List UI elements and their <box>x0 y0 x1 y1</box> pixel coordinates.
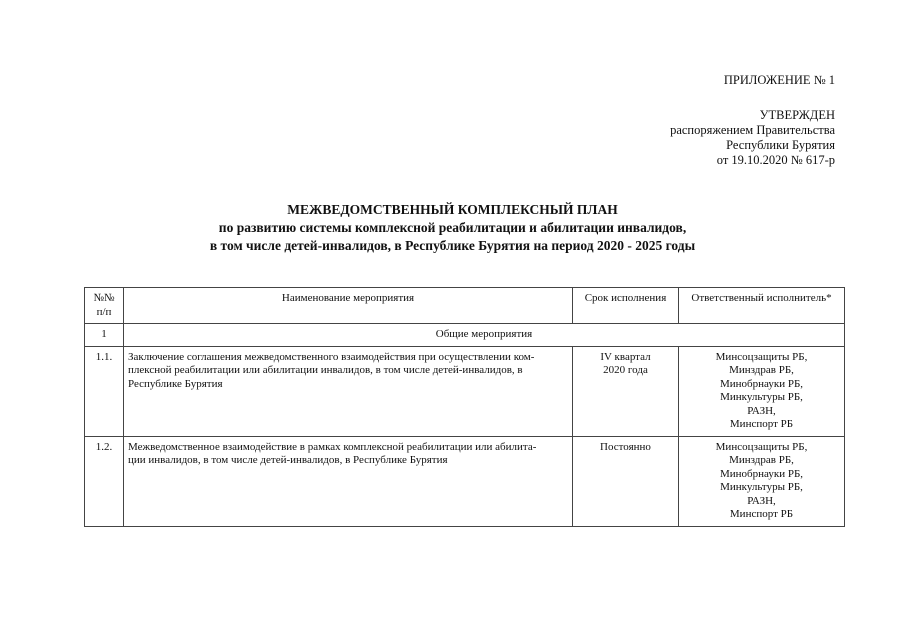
approved-date: от 19.10.2020 № 617-р <box>716 153 835 167</box>
row-executors <box>679 436 845 526</box>
row-name-line: Заключение соглашения межведомственного взаимодействия при осуществлении ком- <box>128 350 535 363</box>
header-num <box>85 288 124 324</box>
row-name-line: Республике Бурятия <box>128 377 223 390</box>
section-title: Общие мероприятия <box>124 324 845 347</box>
header-term: Срок исполнения <box>573 288 679 324</box>
executor-item: Минобрнауки РБ, <box>719 467 804 480</box>
approved-by-line-2: Республики Бурятия <box>726 138 835 152</box>
row-term-line: 2020 года <box>603 364 648 376</box>
approved-label: УТВЕРЖДЕН <box>759 108 835 122</box>
header-num-line-1: №№ <box>93 292 115 304</box>
title-line-2: по развитию системы комплексной реабилитации и абилитации инвалидов, <box>218 220 687 235</box>
title-line-1: МЕЖВЕДОМСТВЕННЫЙ КОМПЛЕКСНЫЙ ПЛАН <box>287 202 618 217</box>
row-name-line: плексной реабилитации или абилитации инвалидов, в том числе детей-инвалидов, в <box>128 364 523 376</box>
row-term-line: Постоянно <box>600 440 651 453</box>
approved-by-line-1: распоряжением Правительства <box>670 123 835 137</box>
approval-block <box>670 108 835 168</box>
row-name-line: ции инвалидов, в том числе детей-инвалидов, в Республике Бурятия <box>128 454 448 466</box>
table-row <box>85 346 845 436</box>
row-executors <box>679 346 845 436</box>
row-name <box>124 346 573 436</box>
appendix-label: ПРИЛОЖЕНИЕ № 1 <box>723 73 835 87</box>
executor-item: РАЗН, <box>747 404 776 417</box>
executor-item: Минкультуры РБ, <box>720 391 803 403</box>
executor-item: Минкультуры РБ, <box>720 481 803 493</box>
row-name-line: Межведомственное взаимодействие в рамках комплексной реабилитации или абилита- <box>128 440 537 453</box>
executor-item: Минздрав РБ, <box>729 454 794 466</box>
plan-table <box>84 287 845 527</box>
executor-item: РАЗН, <box>747 494 776 507</box>
row-name <box>124 436 573 526</box>
header-num-line-2: п/п <box>96 305 112 318</box>
executor-item: Минсоцзащиты РБ, <box>715 350 808 363</box>
section-row <box>85 324 845 347</box>
row-term <box>573 346 679 436</box>
executor-item: Минспорт РБ <box>729 418 794 430</box>
executor-item: Минздрав РБ, <box>729 364 794 376</box>
row-num: 1.2. <box>85 436 124 526</box>
row-term-line: IV квартал <box>600 350 651 363</box>
table-row <box>85 436 845 526</box>
row-term <box>573 436 679 526</box>
executor-item: Минсоцзащиты РБ, <box>715 440 808 453</box>
row-num: 1.1. <box>85 346 124 436</box>
executor-item: Минспорт РБ <box>729 508 794 520</box>
header-name: Наименование мероприятия <box>124 288 573 324</box>
document-title <box>0 201 905 255</box>
header-executor: Ответственный исполнитель* <box>679 288 845 324</box>
table-header-row <box>85 288 845 324</box>
executor-item: Минобрнауки РБ, <box>719 377 804 390</box>
title-line-3: в том числе детей-инвалидов, в Республике Бурятия на период 2020 - 2025 годы <box>209 238 696 253</box>
section-num: 1 <box>85 324 124 347</box>
